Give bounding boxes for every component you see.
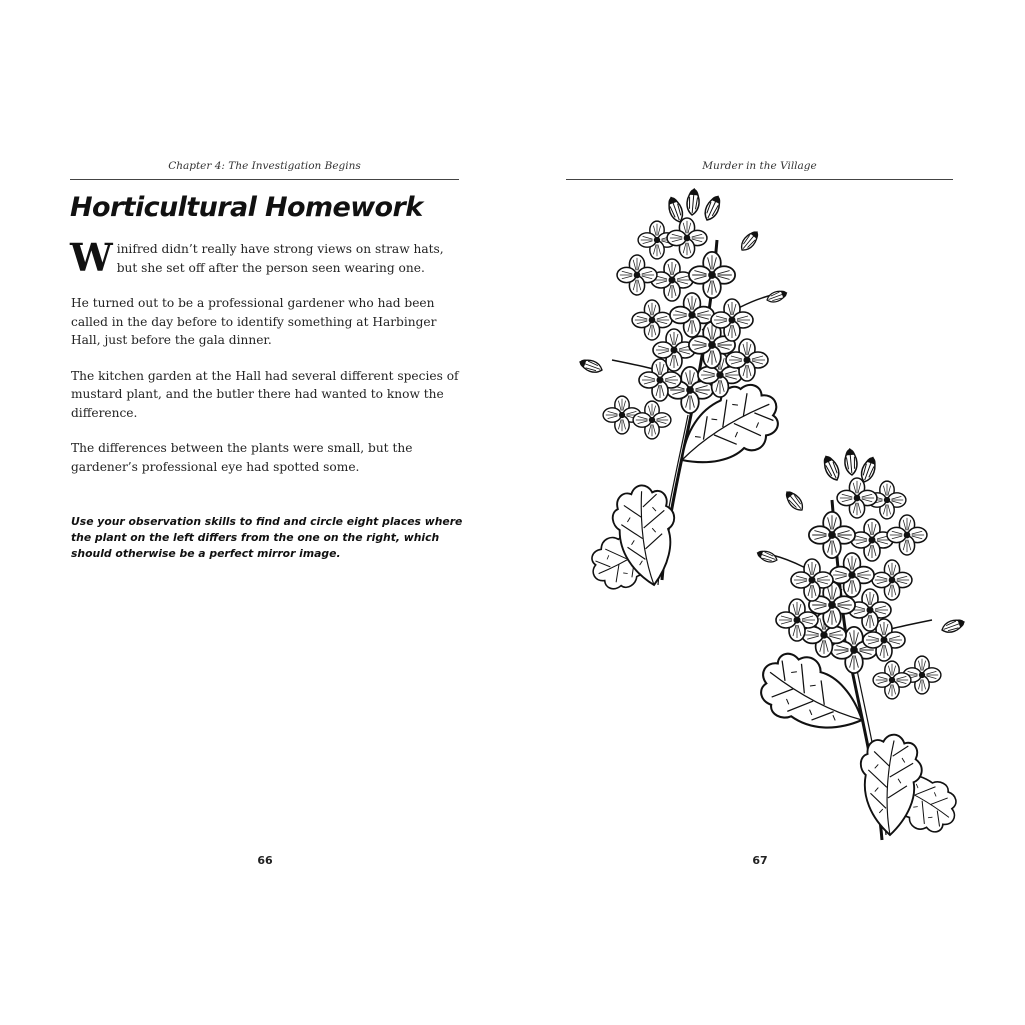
drop-cap: W: [70, 235, 113, 280]
page-number-right: 67: [752, 854, 768, 867]
right-page: [512, 0, 1025, 1025]
paragraph: He turned out to be a professional gardener who had been called in the day before to identify something at Harbinger Hall, just before the gala dinner.: [71, 296, 437, 347]
running-head-right: Murder in the Village: [566, 160, 953, 180]
puzzle-instruction: Use your observation skills to find and circle eight places where the plant on the left differs from the one on the right, which should otherwise be a perfect mirror image.: [71, 515, 463, 560]
page-number-left: 66: [257, 854, 273, 867]
upper-plant: [578, 189, 791, 600]
paragraph: The differences between the plants were small, but the gardener’s professional eye had spotted some.: [71, 441, 413, 474]
running-head-left: Chapter 4: The Investigation Begins: [70, 160, 459, 180]
paragraph: The kitchen garden at the Hall had several different species of mustard plant, and the butler there had wanted to know the difference.: [71, 368, 459, 420]
page-title: Horticultural Homework: [70, 192, 423, 223]
mustard-plant-illustration: [542, 180, 992, 870]
left-page: [0, 0, 512, 1025]
first-paragraph-text: inifred didn’t really have strong views on straw hats, but she set off after the person seen wearing one.: [116, 242, 444, 275]
first-paragraph: [70, 235, 463, 280]
lower-plant: [748, 449, 967, 843]
body-text: [70, 235, 463, 493]
